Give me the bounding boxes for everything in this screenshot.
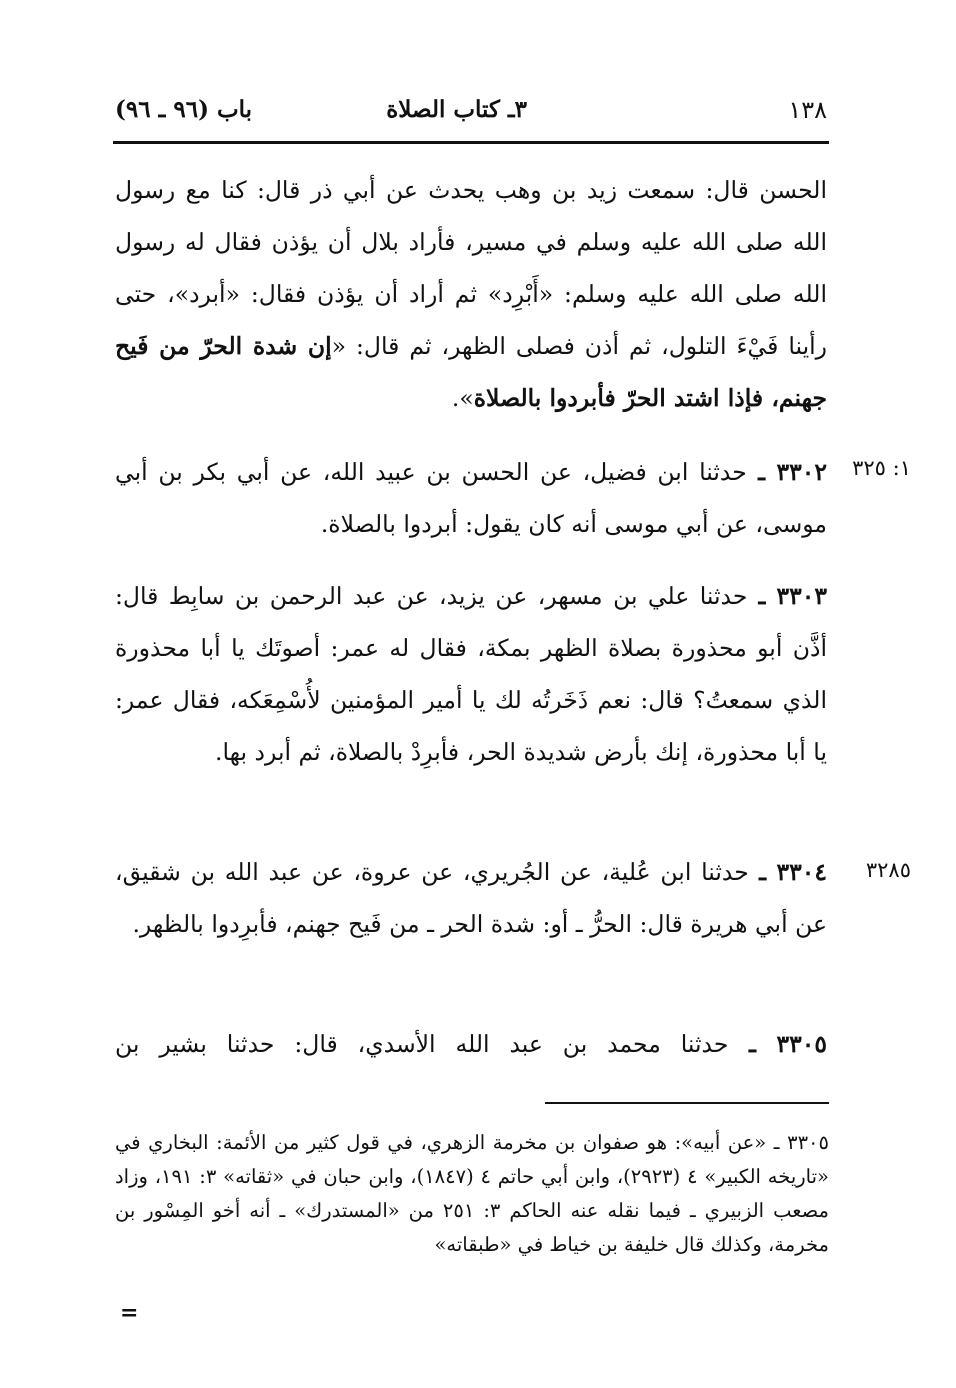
- footnote-divider: [545, 1102, 829, 1104]
- passage-intro: [115, 164, 827, 424]
- page-header: [115, 96, 827, 142]
- hadith-number: ٣٣٠٤: [776, 858, 828, 886]
- book-title: ٣ـ كتاب الصلاة: [386, 96, 527, 123]
- footnote-continuation-mark: =: [120, 1300, 139, 1326]
- hadith-number: ٣٣٠٢: [776, 458, 827, 486]
- margin-reference: ٣٢٨٥: [865, 858, 911, 882]
- page-number: ١٣٨: [788, 96, 827, 124]
- hadith-text: حدثنا علي بن مسهر، عن يزيد، عن عبد الرحمن بن سابِط قال: أذَّن أبو محذورة بصلاة الظهر بمكة، فقال له عمر: أصوتَك يا أبا محذورة الذي سمعتُ؟ قال: نعم ذَخَرتُه لك يا أمير المؤمنين لأُسْمِعَكه، فقال عمر: يا أبا محذورة، إنك بأرض شديدة الحر، فأبرِدْ بالصلاة، ثم أبرد بها.: [115, 582, 827, 766]
- passage-intro-text: الحسن قال: سمعت زيد بن وهب يحدث عن أبي ذر قال: كنا مع رسول الله صلى الله عليه وسلم في مسير، فأراد بلال أن يؤذن فقال له رسول الله صلى الله عليه وسلم: «أَبْرِد» ثم أراد أن يؤذن فقال: «أبرد»، حتى رأينا فَيْءَ التلول، ثم أذن فصلى الظهر، ثم قال: «إن شدة الحرّ من فَيح جهنم، فإذا اشتد الحرّ فأبردوا بالصلاة».: [115, 176, 827, 412]
- hadith-text: حدثنا ابن فضيل، عن الحسن بن عبيد الله، عن أبي بكر بن أبي موسى، عن أبي موسى أنه كان يقول: أبردوا بالصلاة.: [115, 458, 827, 538]
- footnote-text: ٣٣٠٥ ـ «عن أبيه»: هو صفوان بن مخرمة الزهري، في قول كثير من الأئمة: البخاري في «تاريخه الكبير» ٤ (٢٩٢٣)، وابن أبي حاتم ٤ (١٨٤٧)، وابن حبان في «ثقاته» ٣: ١٩١، وزاد مصعب الزبيري ـ فيما نقله عنه الحاكم ٣: ٢٥١ من «المستدرك» ـ أنه أخو المِسْور بن مخرمة، وكذلك قال خليفة بن خياط في «طبقاته»: [115, 1131, 829, 1256]
- hadith-entry: ٣٣٠٥ ـ حدثنا محمد بن عبد الله الأسدي، قال: حدثنا بشير بن: [115, 1030, 827, 1058]
- header-divider: [113, 141, 829, 144]
- hadith-number: ٣٣٠٣: [776, 582, 828, 610]
- hadith-entry: ٣٣٠٣ ـ حدثنا علي بن مسهر، عن يزيد، عن عبد الرحمن بن سابِط قال: أذَّن أبو محذورة بصلاة الظهر بمكة، فقال له عمر: أصوتَك يا أبا محذورة الذي سمعتُ؟ قال: نعم ذَخَرتُه لك يا أمير المؤمنين لأُسْمِعَكه، فقال عمر: يا أبا محذورة، إنك بأرض شديدة الحر، فأبرِدْ بالصلاة، ثم أبرد بها.: [115, 582, 828, 766]
- footnote: [115, 1126, 829, 1262]
- prophet-saying: إن شدة الحرّ من فَيح جهنم، فإذا اشتد الحرّ فأبردوا بالصلاة: [115, 332, 827, 412]
- hadith-text: حدثنا ابن عُلية، عن الجُريري، عن عروة، عن عبد الله بن شقيق، عن أبي هريرة قال: الحرُّ ـ أو: شدة الحر ـ من فَيح جهنم، فأبرِدوا بالظهر.: [115, 858, 827, 938]
- hadith-text: حدثنا محمد بن عبد الله الأسدي، قال: حدثنا بشير بن: [115, 1030, 729, 1058]
- margin-reference: ١: ٣٢٥: [852, 456, 911, 480]
- hadith-entry: ٣٣٠٢ ـ حدثنا ابن فضيل، عن الحسن بن عبيد الله، عن أبي بكر بن أبي موسى، عن أبي موسى أنه كان يقول: أبردوا بالصلاة.: [115, 458, 827, 538]
- hadith-entry: ٣٣٠٤ ـ حدثنا ابن عُلية، عن الجُريري، عن عروة، عن عبد الله بن شقيق، عن أبي هريرة قال: الحرُّ ـ أو: شدة الحر ـ من فَيح جهنم، فأبرِدوا بالظهر.: [115, 858, 828, 938]
- chapter-title: باب (٩٦ ـ ٩٦): [115, 96, 253, 123]
- hadith-number: ٣٣٠٥: [776, 1030, 827, 1058]
